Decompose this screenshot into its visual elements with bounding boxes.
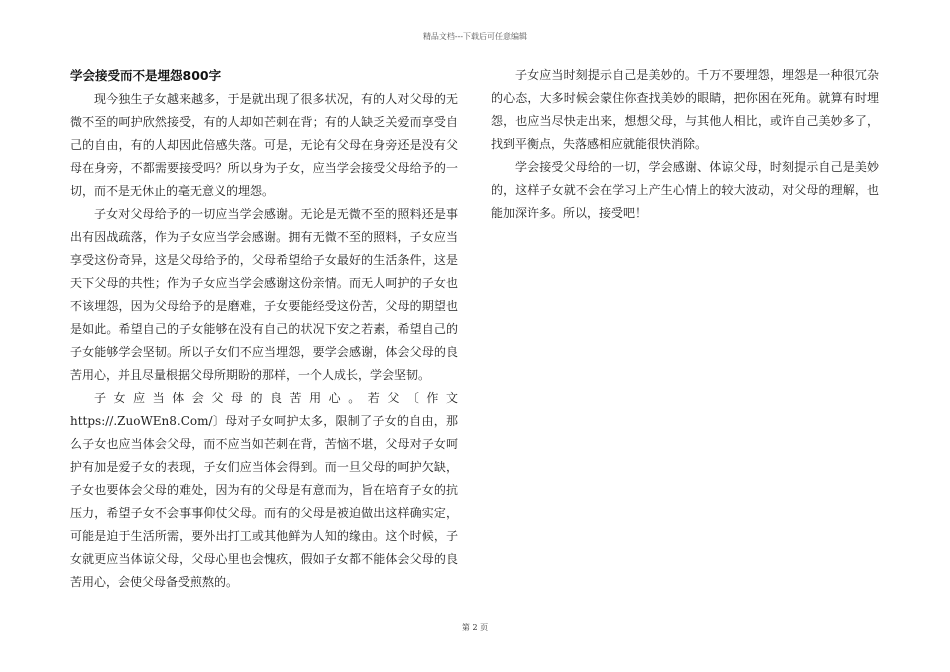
paragraph: 子女应当体会父母的良苦用心。若父〔作文https://.ZuoWEn8.Com/〕母对子女呵护太多，限制了子女的自由，那么子女也应当体会父母，而不应当如芒刺在背，苦恼不堪，父母对子女呵护有加是爱子女的表现，子女们应当体会得到。而一旦父母的呵护欠缺，子女也要体会父母的难处，因为有的父母是有意而为，旨在培育子女的抗压力，希望子女不会事事仰仗父母。而有的父母是被迫做出这样确实定，可能是迫于生活所需，要外出打工或其他鲜为人知的缘由。这个时候，子女就更应当体谅父母，父母心里也会愧疚，假如子女都不能体会父母的良苦用心，会使父母备受煎熬的。 [70, 391, 458, 589]
paragraph: 子女应当时刻提示自己是美妙的。千万不要埋怨，埋怨是一种很冗杂的心态，大多时候会蒙住你查找美妙的眼睛，把你困在死角。就算有时埋怨，也应当尽快走出来，想想父母，与其他人相比，或许自己美妙多了，找到平衡点，失落感相应就能很快消除。 [491, 68, 879, 151]
right-column [491, 64, 879, 225]
article-title: 学会接受而不是埋怨800字 [70, 68, 222, 83]
paragraph: 现今独生子女越来越多，于是就出现了很多状况，有的人对父母的无微不至的呵护欣然接受，有的人却如芒刺在背；有的人缺乏关爱而享受自己的自由，有的人却因此倍感失落。可是，无论有父母在身旁还是没有父母在身旁，不都需要接受吗？所以身为子女，应当学会接受父母给予的一切，而不是无休止的毫无意义的埋怨。 [70, 92, 458, 198]
page-number: 第 2 页 [461, 623, 489, 632]
paragraph: 子女对父母给予的一切应当学会感谢。无论是无微不至的照料还是事出有因战疏落，作为子女应当学会感谢。拥有无微不至的照料，子女应当享受这份奇异，这是父母给予的，父母希望给子女最好的生活条件，这是天下父母的共性；作为子女应当学会感谢这份亲情。而无人呵护的子女也不该埋怨，因为父母给予的是磨难，子女要能经受这份苦，父母的期望也是如此。希望自己的子女能够在没有自己的状况下安之若素，希望自己的子女能够学会坚韧。所以子女们不应当埋怨，要学会感谢，体会父母的良苦用心，并且尽量根据父母所期盼的那样，一个人成长，学会坚韧。 [70, 207, 458, 382]
left-column [70, 64, 458, 594]
paragraph: 学会接受父母给的一切，学会感谢、体谅父母，时刻提示自己是美妙的，这样子女就不会在学习上产生心情上的较大波动，对父母的理解，也能加深许多。所以，接受吧！ [491, 160, 879, 220]
page-header: 精品文档---下载后可任意编辑 [422, 32, 528, 41]
